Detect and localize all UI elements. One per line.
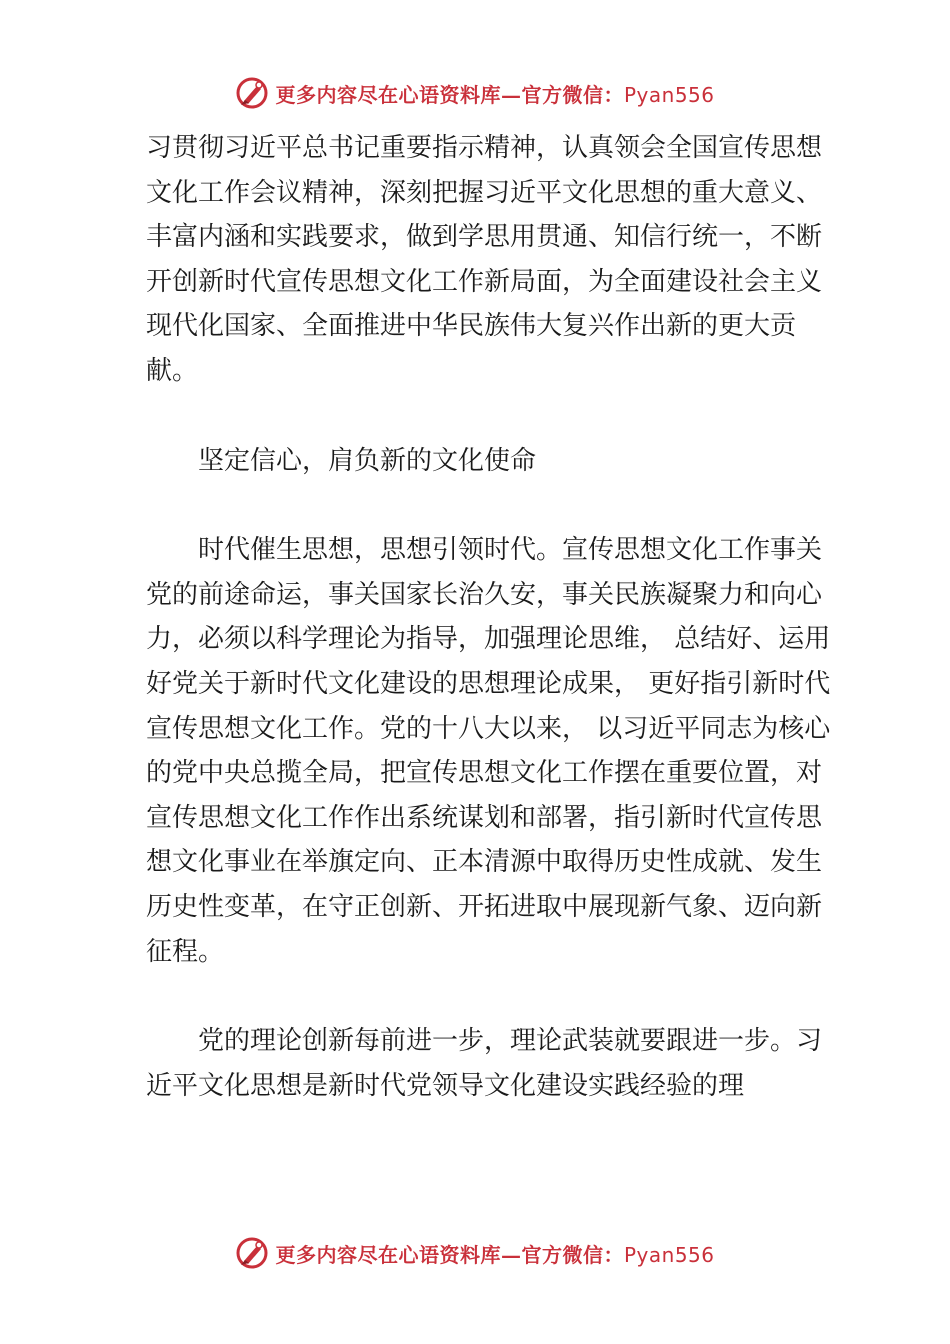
watermark-wechat-id: Pyan556 xyxy=(623,1242,715,1267)
document-body xyxy=(146,126,836,1108)
section-heading: 坚定信心，肩负新的文化使命 xyxy=(198,445,537,476)
watermark-text: 更多内容尽在心语资料库—官方微信：Pyan556 xyxy=(275,82,715,107)
paragraph: 时代催生思想，思想引领时代。宣传思想文化工作事关党的前途命运，事关国家长治久安，事关民族凝聚力和向心力，必须以科学理论为指导，加强理论思维， 总结好、运用好党关于新时代文化建设的思想理论成果， 更好指引新时代宣传思想文化工作。党的十八大以来， 以习近平同志为核心的党中央总揽全局，把宣传思想文化工作摆在重要位置，对宣传思想文化工作作出系统谋划和部署，指引新时代宣传思想文化事业在举旗定向、正本清源中取得历史性成就、发生历史性变革，在守正创新、开拓进取中展现新气象、迈向新征程。 xyxy=(146,535,831,967)
watermark-text: 更多内容尽在心语资料库—官方微信：Pyan556 xyxy=(275,1242,715,1267)
pen-logo-icon xyxy=(235,76,269,110)
watermark-wechat-id: Pyan556 xyxy=(623,82,715,107)
pen-logo-icon xyxy=(235,1236,269,1270)
paragraph: 党的理论创新每前进一步，理论武装就要跟进一步。习近平文化思想是新时代党领导文化建设实践经验的理 xyxy=(146,1026,823,1101)
paragraph-continued: 习贯彻习近平总书记重要指示精神，认真领会全国宣传思想文化工作会议精神，深刻把握习近平文化思想的重大意义、丰富内涵和实践要求，做到学思用贯通、知信行统一，不断开创新时代宣传思想文化工作新局面，为全面建设社会主义现代化国家、全面推进中华民族伟大复兴作出新的更大贡献。 xyxy=(146,133,823,386)
footer-watermark xyxy=(0,1233,950,1273)
header-watermark xyxy=(0,73,950,113)
